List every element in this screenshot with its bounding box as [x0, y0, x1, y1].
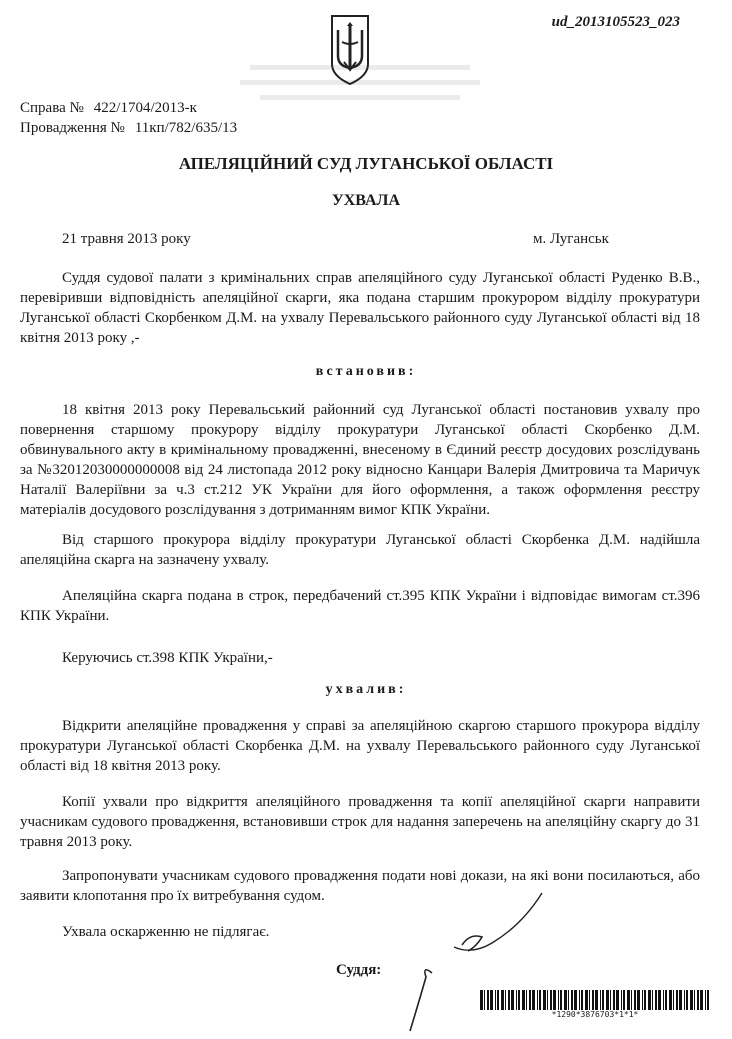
- established-paragraph: Керуючись ст.398 КПК України,-: [62, 650, 273, 666]
- established-paragraph: 18 квітня 2013 року Перевальський районний суд Луганської області постановив ухвалу про повернення старшому прокурору відділу прокуратури Луганської області Скорбенко Д.М. обвинувального акту в кримінальному провадженні, внесеному в Єдиний реєстр досудових розслідувань за №32012030000000008 від 24 листопада 2012 року відносно Канцари Валерія Дмитровича та Маричук Наталії Валеріївни за ч.3 ст.212 УК України для його оформлення, а також оформлення реєстру матеріалів досудового розслідування з дотриманням вимог КПК України.: [20, 402, 700, 518]
- barcode-bar: [543, 990, 546, 1010]
- barcode-bar: [505, 990, 506, 1010]
- case-line: [20, 98, 237, 118]
- barcode-bar: [516, 990, 517, 1010]
- barcode-bar: [564, 990, 567, 1010]
- barcode-bar: [589, 990, 590, 1010]
- intro-paragraph: Суддя судової палати з кримінальних справ апеляційного суду Луганської області Руденко В.В., перевіривши відповідність апеляційної скарги, яка подана старшим прокурором відділу прокуратури Луганської області Скорбенком Д.М. на ухвалу Перевальського районного суду Луганської області від 18 квітня 2013 року ,-: [20, 270, 700, 346]
- decided-paragraph: Відкрити апеляційне провадження у справі за апеляційною скаргою старшого прокурора відділу прокуратури Луганської області Скорбенка Д.М. на ухвалу Перевальського районного суду Луганської області від 18 квітня 2013 року.: [20, 718, 700, 774]
- barcode-bar: [501, 990, 504, 1010]
- proceeding-label: Провадження №: [20, 120, 125, 136]
- barcode: [478, 990, 712, 1010]
- established-paragraph: Від старшого прокурора відділу прокуратури Луганської області Скорбенка Д.М. надійшла апеляційна скарга на зазначену ухвалу.: [20, 532, 700, 568]
- judge-label: Суддя:: [336, 962, 382, 978]
- barcode-bar: [547, 990, 548, 1010]
- barcode-bar: [550, 990, 552, 1010]
- barcode-bar: [694, 990, 695, 1010]
- barcode-bar: [497, 990, 499, 1010]
- barcode-bar: [655, 990, 657, 1010]
- court-name: АПЕЛЯЦІЙНИЙ СУД ЛУГАНСЬКОЇ ОБЛАСТІ: [178, 154, 554, 173]
- barcode-bar: [707, 990, 709, 1010]
- barcode-bar: [592, 990, 594, 1010]
- barcode-bar: [669, 990, 672, 1010]
- barcode-bar: [602, 990, 604, 1010]
- barcode-bar: [684, 990, 685, 1010]
- barcode-bar: [508, 990, 510, 1010]
- barcode-bar: [574, 990, 577, 1010]
- barcode-bar: [642, 990, 643, 1010]
- barcode-bar: [484, 990, 485, 1010]
- barcode-bar: [623, 990, 625, 1010]
- barcode-bar: [568, 990, 569, 1010]
- barcode-bar: [658, 990, 661, 1010]
- proceeding-line: [20, 118, 237, 138]
- barcode-bar: [673, 990, 674, 1010]
- barcode-bar: [665, 990, 667, 1010]
- barcode-bar: [581, 990, 583, 1010]
- barcode-bar: [690, 990, 693, 1010]
- established-heading: встановив:: [315, 364, 417, 379]
- barcode-bar: [686, 990, 688, 1010]
- barcode-bar: [595, 990, 598, 1010]
- barcode-bar: [697, 990, 699, 1010]
- barcode-bar: [560, 990, 562, 1010]
- ruling-city: м. Луганськ: [533, 231, 609, 247]
- barcode-bar: [532, 990, 535, 1010]
- barcode-bar: [526, 990, 527, 1010]
- decided-paragraph: Запропонувати учасникам судового провадження подати нові докази, на які вони посилаються, або заявити клопотання про їх витребування судом.: [20, 868, 700, 904]
- barcode-bar: [537, 990, 538, 1010]
- barcode-bar: [529, 990, 531, 1010]
- decided-heading: ухвалив:: [325, 682, 407, 697]
- barcode-bar: [663, 990, 664, 1010]
- barcode-bar: [610, 990, 611, 1010]
- barcode-bar: [621, 990, 622, 1010]
- barcode-bar: [558, 990, 559, 1010]
- ruling-date: 21 травня 2013 року: [62, 231, 191, 247]
- barcode-bar: [648, 990, 651, 1010]
- trident-emblem-icon: [328, 12, 372, 88]
- barcode-bar: [571, 990, 573, 1010]
- barcode-bar: [495, 990, 496, 1010]
- barcode-bar: [644, 990, 646, 1010]
- established-paragraph: Апеляційна скарга подана в строк, передбачений ст.395 КПК України і відповідає вимогам ст.396 КПК України.: [20, 588, 700, 624]
- barcode-bar: [679, 990, 682, 1010]
- barcode-bar: [705, 990, 706, 1010]
- barcode-bar: [511, 990, 514, 1010]
- barcode-bar: [487, 990, 489, 1010]
- barcode-bar: [631, 990, 632, 1010]
- decided-paragraph: Копії ухвали про відкриття апеляційного провадження та копії апеляційної скарги направити учасникам судового провадження, встановивши строк для надання заперечень на апеляційну скаргу до 31 травня 2013 року.: [20, 794, 700, 850]
- proceeding-number: 11кп/782/635/13: [134, 120, 238, 136]
- barcode-bar: [579, 990, 580, 1010]
- case-label: Справа №: [20, 100, 84, 116]
- barcode-bar: [634, 990, 636, 1010]
- barcode-bar: [518, 990, 520, 1010]
- barcode-bar: [627, 990, 630, 1010]
- barcode-bar: [637, 990, 640, 1010]
- barcode-bar: [676, 990, 678, 1010]
- case-number: 422/1704/2013-к: [93, 100, 197, 116]
- barcode-bar: [522, 990, 525, 1010]
- barcode-bar: [616, 990, 619, 1010]
- barcode-bar: [539, 990, 541, 1010]
- barcode-bar: [606, 990, 609, 1010]
- barcode-bar: [700, 990, 703, 1010]
- barcode-text: *1290*3876703*1*1*: [551, 1010, 639, 1019]
- barcode-bar: [553, 990, 556, 1010]
- decided-paragraph: Ухвала оскарженню не підлягає.: [62, 924, 270, 940]
- barcode-bar: [480, 990, 483, 1010]
- case-numbers: [20, 98, 237, 138]
- barcode-bar: [585, 990, 588, 1010]
- barcode-bar: [490, 990, 493, 1010]
- ruling-title: УХВАЛА: [332, 192, 400, 209]
- barcode-bar: [613, 990, 615, 1010]
- barcode-bar: [652, 990, 653, 1010]
- barcode-bar: [600, 990, 601, 1010]
- document-id: ud_2013105523_023: [551, 14, 680, 30]
